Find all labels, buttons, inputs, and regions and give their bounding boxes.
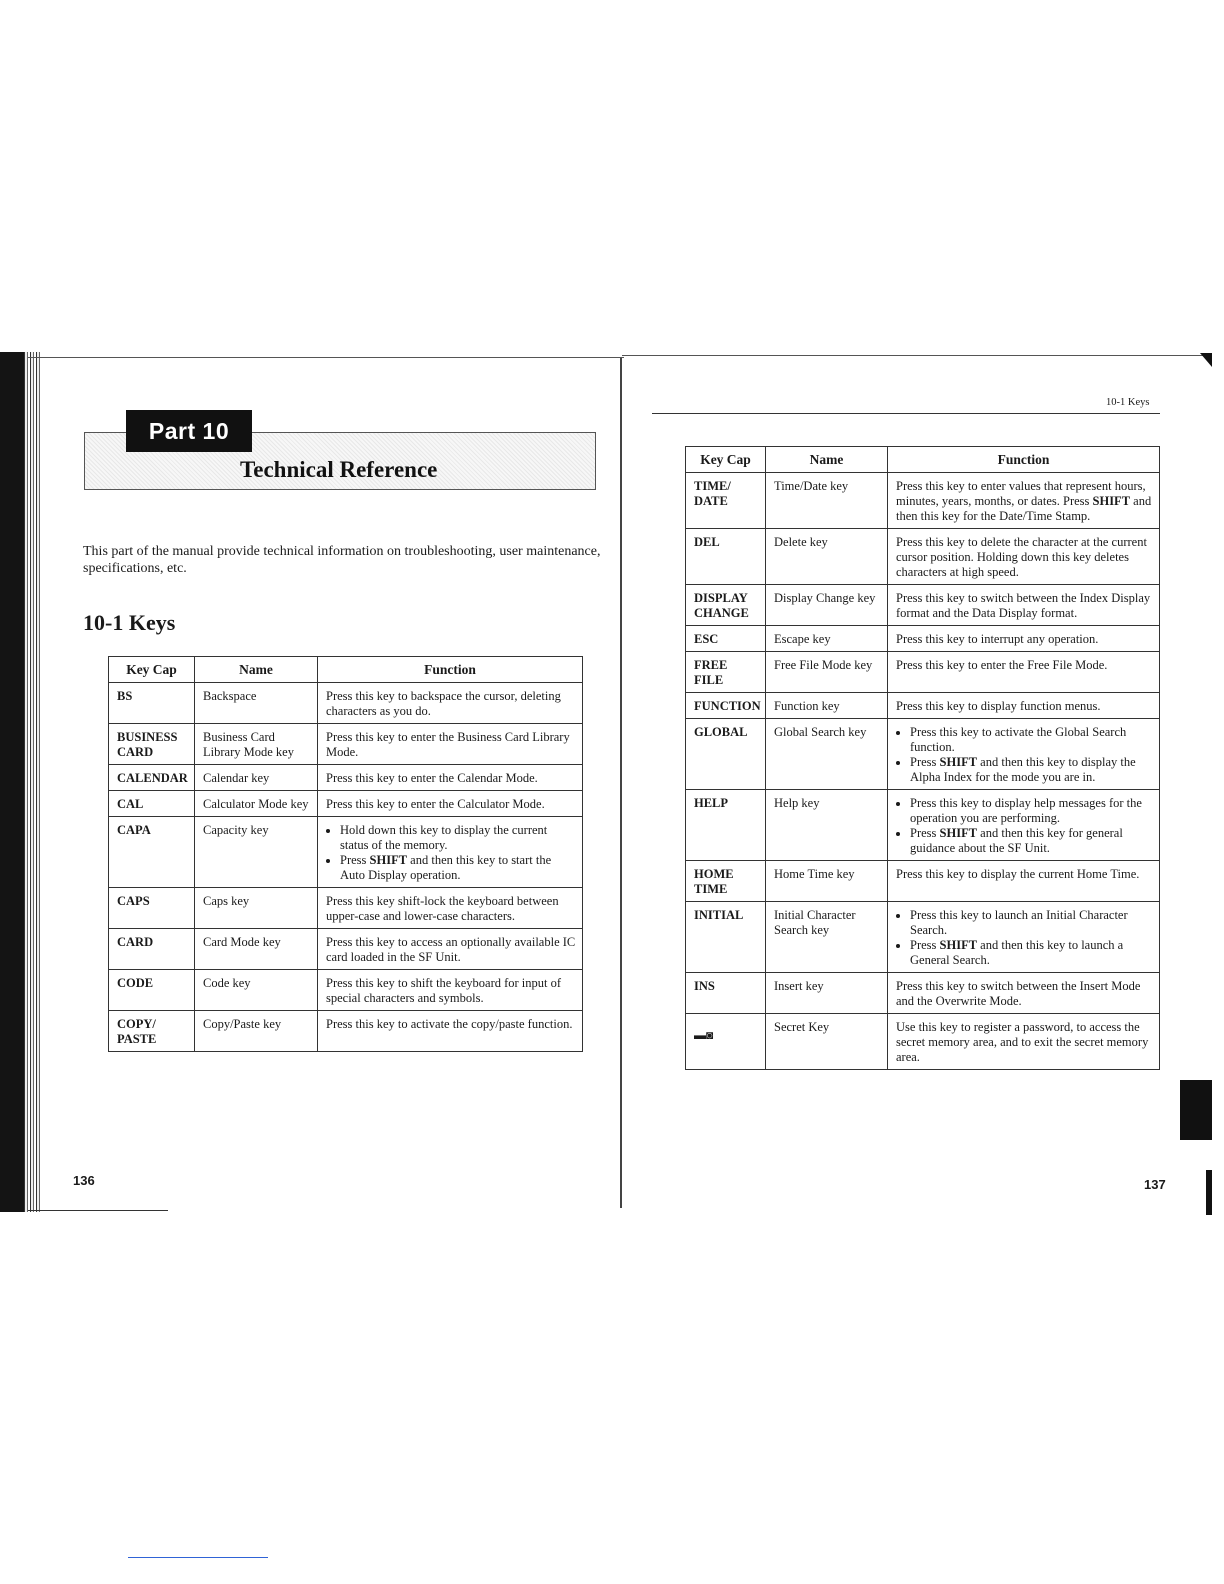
key-cap-cell: CARD [109, 929, 195, 970]
scan-spine-shadow [0, 352, 24, 1212]
key-function-cell: Press this key to switch between the Index Display format and the Data Display format. [888, 585, 1160, 626]
key-name-cell: Time/Date key [766, 473, 888, 529]
key-function-cell: Press this key to display the current Home Time. [888, 861, 1160, 902]
function-bullet-list [896, 908, 1153, 968]
scan-corner-mark [1200, 353, 1212, 367]
key-name-cell: Home Time key [766, 861, 888, 902]
table-row [686, 473, 1160, 529]
key-function-cell: Press this key to backspace the cursor, deleting characters as you do. [318, 683, 583, 724]
key-cap-cell: ESC [686, 626, 766, 652]
key-cap-cell: FUNCTION [686, 693, 766, 719]
key-name-cell: Capacity key [195, 817, 318, 888]
table-row [686, 973, 1160, 1014]
key-function-cell: Press this key to enter the Calendar Mode. [318, 765, 583, 791]
table-row [686, 585, 1160, 626]
table-row [109, 888, 583, 929]
key-function-cell [888, 902, 1160, 973]
key-cap-cell: FREE FILE [686, 652, 766, 693]
table-row [686, 626, 1160, 652]
key-name-cell: Display Change key [766, 585, 888, 626]
column-header-keycap: Key Cap [686, 447, 766, 473]
key-function-cell: Press this key to activate the copy/paste function. [318, 1011, 583, 1052]
scan-edge-top-left [28, 357, 624, 358]
function-bullet: • Press this key to activate the Global Search function. [910, 725, 1153, 755]
key-function-cell: Press this key to shift the keyboard for input of special characters and symbols. [318, 970, 583, 1011]
table-row [109, 929, 583, 970]
table-row [686, 693, 1160, 719]
table-row [686, 861, 1160, 902]
table-row [686, 902, 1160, 973]
key-function-cell: Press this key to interrupt any operation. [888, 626, 1160, 652]
table-row [109, 683, 583, 724]
function-bullet: • Hold down this key to display the current status of the memory. [340, 823, 576, 853]
scan-edge-bottom-left [28, 1210, 168, 1211]
key-name-cell: Insert key [766, 973, 888, 1014]
scan-corner-mark-bottom [1206, 1170, 1212, 1215]
key-name-cell: Calendar key [195, 765, 318, 791]
key-cap-cell: CAPS [109, 888, 195, 929]
page-gutter [620, 358, 622, 1208]
key-name-cell: Function key [766, 693, 888, 719]
scan-edge-top-right [622, 355, 1212, 356]
key-function-cell: Press this key to display function menus. [888, 693, 1160, 719]
function-bullet-list [326, 823, 576, 883]
column-header-function: Function [318, 657, 583, 683]
key-cap-cell [686, 1014, 766, 1070]
part-label: Part 10 [126, 410, 252, 452]
table-row [109, 765, 583, 791]
function-bullet-list [896, 725, 1153, 785]
key-cap-cell: CAPA [109, 817, 195, 888]
function-bullet: • Press this key to display help messages for the operation you are performing. [910, 796, 1153, 826]
key-cap-cell: BUSINESS CARD [109, 724, 195, 765]
thumb-index-tab [1180, 1080, 1212, 1140]
key-function-cell: Press this key to enter values that represent hours, minutes, years, months, or dates. Press SHIFT and then this key for the Date/Time Stamp. [888, 473, 1160, 529]
key-cap-cell: DEL [686, 529, 766, 585]
key-function-cell [888, 790, 1160, 861]
key-name-cell: Help key [766, 790, 888, 861]
table-row [109, 817, 583, 888]
key-name-cell: Delete key [766, 529, 888, 585]
key-cap-cell: CAL [109, 791, 195, 817]
key-function-cell: Press this key to enter the Free File Mode. [888, 652, 1160, 693]
key-cap-cell: HELP [686, 790, 766, 861]
key-cap-cell: CODE [109, 970, 195, 1011]
key-cap-cell: GLOBAL [686, 719, 766, 790]
column-header-function: Function [888, 447, 1160, 473]
key-function-cell [318, 817, 583, 888]
column-header-name: Name [766, 447, 888, 473]
keys-table-right [685, 446, 1160, 1070]
table-header-row [686, 447, 1160, 473]
key-name-cell: Escape key [766, 626, 888, 652]
section-title: 10-1 Keys [83, 610, 176, 635]
part-title: Technical Reference [240, 457, 438, 482]
key-name-cell: Backspace [195, 683, 318, 724]
running-head-rule [652, 413, 1160, 414]
key-function-cell: Press this key shift-lock the keyboard between upper-case and lower-case characters. [318, 888, 583, 929]
key-name-cell: Code key [195, 970, 318, 1011]
key-function-cell: Press this key to access an optionally available IC card loaded in the SF Unit. [318, 929, 583, 970]
table-header-row [109, 657, 583, 683]
function-bullet: • Press SHIFT and then this key for general guidance about the SF Unit. [910, 826, 1153, 856]
key-name-cell: Free File Mode key [766, 652, 888, 693]
key-function-cell: Use this key to register a password, to access the secret memory area, and to exit the secret memory area. [888, 1014, 1160, 1070]
key-function-cell: Press this key to enter the Calculator Mode. [318, 791, 583, 817]
key-cap-cell: CALENDAR [109, 765, 195, 791]
table-row [109, 724, 583, 765]
column-header-name: Name [195, 657, 318, 683]
secret-key-icon: ▬◙ [694, 1028, 714, 1042]
column-header-keycap: Key Cap [109, 657, 195, 683]
table-row [109, 970, 583, 1011]
intro-paragraph: This part of the manual provide technical information on troubleshooting, user maintenance, specifications, etc. [83, 544, 601, 576]
key-name-cell: Card Mode key [195, 929, 318, 970]
table-row [109, 791, 583, 817]
key-cap-cell: TIME/ DATE [686, 473, 766, 529]
key-function-cell: Press this key to enter the Business Card Library Mode. [318, 724, 583, 765]
function-bullet-list [896, 796, 1153, 856]
key-cap-cell: DISPLAY CHANGE [686, 585, 766, 626]
key-cap-cell: INS [686, 973, 766, 1014]
table-row [686, 1014, 1160, 1070]
key-function-cell: Press this key to switch between the Insert Mode and the Overwrite Mode. [888, 973, 1160, 1014]
key-name-cell: Initial Character Search key [766, 902, 888, 973]
page-number-right: 137 [1144, 1177, 1166, 1192]
key-cap-cell: BS [109, 683, 195, 724]
running-head: 10-1 Keys [1106, 397, 1150, 408]
key-name-cell: Caps key [195, 888, 318, 929]
page-number-left: 136 [73, 1173, 95, 1188]
table-row [686, 652, 1160, 693]
key-cap-cell: INITIAL [686, 902, 766, 973]
key-cap-cell: HOME TIME [686, 861, 766, 902]
key-name-cell: Global Search key [766, 719, 888, 790]
table-row [686, 719, 1160, 790]
key-name-cell: Secret Key [766, 1014, 888, 1070]
key-function-cell [888, 719, 1160, 790]
table-row [686, 529, 1160, 585]
function-bullet: • Press SHIFT and then this key to launch a General Search. [910, 938, 1153, 968]
key-name-cell: Calculator Mode key [195, 791, 318, 817]
keys-table-left [108, 656, 583, 1052]
key-name-cell: Business Card Library Mode key [195, 724, 318, 765]
key-cap-cell: COPY/ PASTE [109, 1011, 195, 1052]
function-bullet: • Press SHIFT and then this key to start the Auto Display operation. [340, 853, 576, 883]
table-row [109, 1011, 583, 1052]
key-function-cell: Press this key to delete the character at the current cursor position. Holding down this key deletes characters at high speed. [888, 529, 1160, 585]
blue-underline [128, 1557, 268, 1558]
key-name-cell: Copy/Paste key [195, 1011, 318, 1052]
function-bullet: • Press this key to launch an Initial Character Search. [910, 908, 1153, 938]
table-row [686, 790, 1160, 861]
function-bullet: • Press SHIFT and then this key to display the Alpha Index for the mode you are in. [910, 755, 1153, 785]
